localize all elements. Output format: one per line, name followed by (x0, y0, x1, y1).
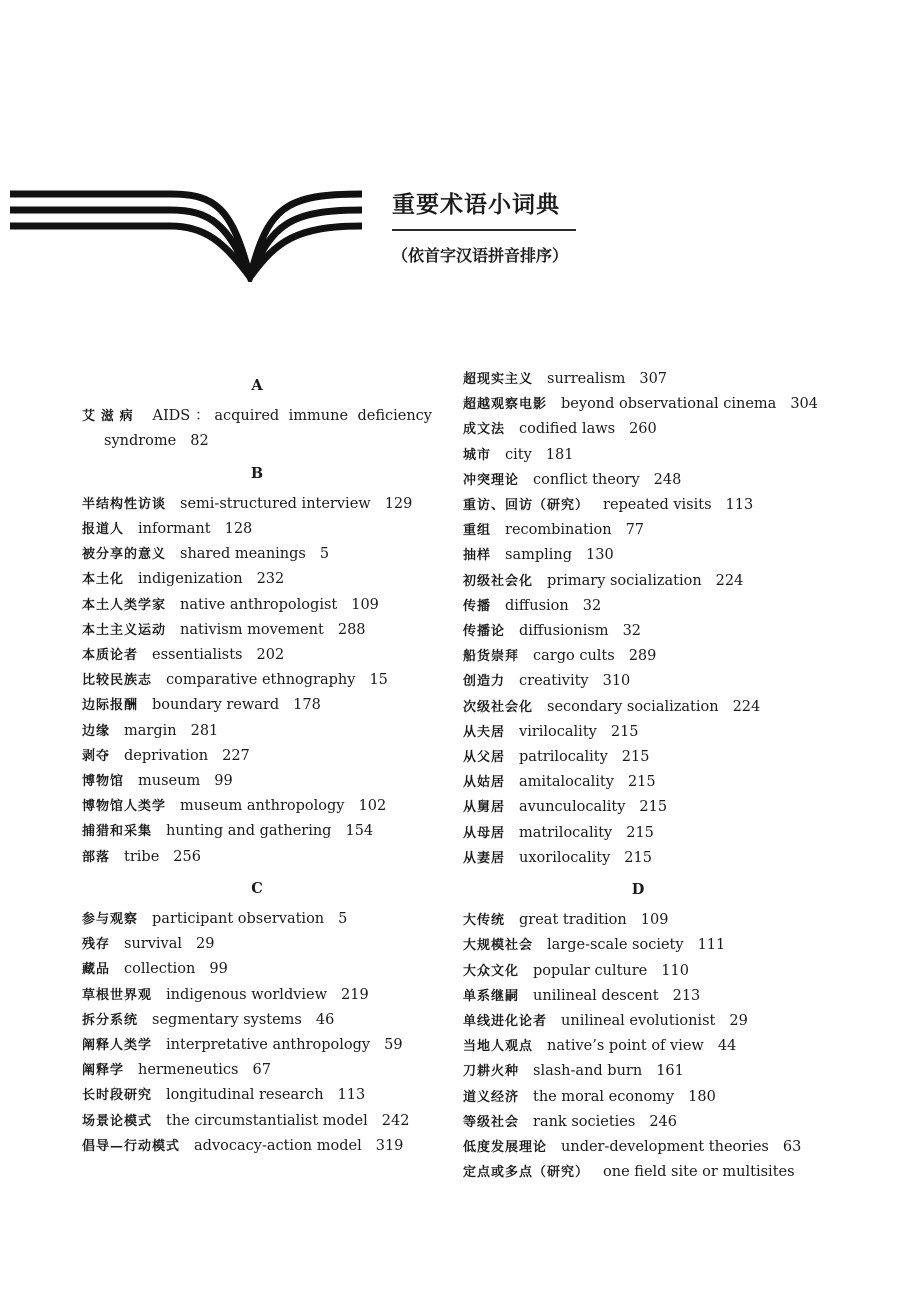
glossary-entry (463, 1110, 813, 1135)
term-english: informant (138, 521, 211, 538)
page-number: 181 (545, 446, 574, 463)
term-chinese: 捕猎和采集 (82, 824, 153, 840)
term-chinese: 部落 (82, 849, 111, 865)
term-chinese: 藏品 (82, 962, 111, 978)
glossary-entry (463, 392, 819, 417)
page-title: 重要术语小词典 (392, 191, 560, 218)
page-number: 256 (173, 848, 201, 865)
term-chinese: 单系继嗣 (463, 988, 520, 1004)
term-english: advocacy-action model (194, 1137, 362, 1154)
page-number: 180 (688, 1088, 716, 1105)
term-english: secondary socialization (547, 698, 719, 715)
term-chinese: 单线进化论者 (463, 1014, 548, 1030)
term-english: native anthropologist (180, 596, 338, 613)
page-number: 102 (358, 798, 387, 815)
page-number: 82 (190, 433, 209, 450)
page-number: 113 (725, 497, 754, 514)
page-number: 99 (214, 773, 233, 790)
page-number: 111 (697, 937, 726, 954)
term-chinese: 艾滋病 (82, 409, 139, 425)
term-chinese: 博物馆 (82, 774, 125, 790)
term-english: essentialists (152, 647, 243, 664)
term-english: semi-structured interview (180, 495, 371, 512)
term-chinese: 抽样 (463, 548, 492, 564)
glossary-entry (82, 769, 432, 794)
page-number: 32 (582, 597, 602, 614)
page-number: 248 (653, 471, 682, 488)
page-number: 5 (319, 546, 330, 563)
glossary-entry (82, 593, 432, 618)
term-english: recombination (505, 522, 612, 539)
term-english: museum (138, 773, 201, 790)
term-english: nativism movement (180, 621, 324, 638)
glossary-entry (82, 819, 432, 844)
term-english: repeated visits (603, 497, 712, 514)
term-chinese: 本土主义运动 (82, 622, 167, 638)
glossary-entry (82, 1008, 432, 1033)
section-letter: A (251, 377, 263, 394)
term-chinese: 长时段研究 (82, 1088, 153, 1104)
page-number: 46 (315, 1011, 335, 1028)
term-chinese: 报道人 (82, 522, 125, 538)
term-chinese: 边际报酬 (82, 698, 139, 714)
term-english: margin (124, 722, 177, 739)
term-english: city (505, 446, 532, 463)
glossary-entry (82, 693, 432, 718)
term-chinese: 场景论模式 (82, 1113, 153, 1129)
term-english: matrilocality (519, 824, 613, 841)
page-number: 63 (782, 1139, 802, 1156)
term-english: patrilocality (519, 749, 608, 766)
term-chinese: 从妻居 (463, 850, 506, 866)
page-number: 260 (629, 421, 657, 438)
glossary-entry (463, 795, 813, 820)
page-number: 246 (649, 1113, 678, 1130)
term-chinese: 等级社会 (463, 1114, 520, 1130)
glossary-entry (82, 492, 432, 517)
section-letter: C (251, 879, 263, 897)
term-chinese: 阐释学 (82, 1063, 125, 1079)
glossary-entry (463, 720, 813, 745)
glossary-entry (463, 543, 813, 568)
title-underline (392, 229, 576, 231)
term-english: surrealism (547, 371, 626, 387)
glossary-entry (82, 744, 432, 769)
term-english: museum anthropology (180, 798, 345, 815)
glossary-entry (463, 908, 813, 933)
term-chinese: 本土化 (82, 572, 125, 588)
term-chinese: 成文法 (463, 422, 506, 438)
term-english: collection (124, 961, 196, 978)
page-number: 215 (621, 749, 650, 766)
glossary-entry (463, 594, 813, 619)
glossary-entry (82, 1134, 432, 1159)
page-number: 281 (190, 722, 219, 739)
glossary-column-right (463, 367, 819, 1186)
term-english: comparative ethnography (166, 672, 356, 689)
page-number: 307 (639, 371, 668, 387)
term-english: deprivation (124, 747, 209, 764)
term-chinese: 从夫居 (463, 724, 506, 740)
term-chinese: 大众文化 (463, 963, 520, 979)
term-chinese: 从父居 (463, 750, 506, 766)
term-english: interpretative anthropology (166, 1037, 371, 1054)
glossary-entry (463, 1085, 813, 1110)
page-number: 130 (586, 547, 614, 564)
term-chinese: 定点或多点（研究） (463, 1165, 590, 1181)
page-number: 202 (256, 647, 285, 664)
glossary-entry (463, 619, 813, 644)
term-english: AIDS：acquired immune deficiency syndrome (104, 408, 432, 450)
term-chinese: 参与观察 (82, 912, 139, 928)
term-chinese: 倡导—行动模式 (82, 1138, 181, 1154)
term-english: diffusionism (519, 623, 609, 640)
term-english: unilineal evolutionist (561, 1013, 716, 1030)
term-chinese: 大规模社会 (463, 938, 534, 954)
term-english: cargo cults (533, 648, 615, 665)
term-english: tribe (124, 848, 160, 865)
term-chinese: 博物馆人类学 (82, 799, 167, 815)
glossary-entry (463, 984, 813, 1009)
glossary-entry (463, 644, 813, 669)
term-chinese: 刀耕火种 (463, 1064, 520, 1080)
term-english: virilocality (519, 723, 597, 740)
term-chinese: 本质论者 (82, 648, 139, 664)
glossary-entry (82, 1083, 432, 1108)
page-number: 289 (628, 648, 657, 665)
term-chinese: 道义经济 (463, 1089, 520, 1105)
page-number: 224 (715, 572, 744, 589)
book-logo-icon (10, 182, 370, 282)
term-english: creativity (519, 673, 589, 690)
page-number: 110 (661, 962, 689, 979)
page-number: 29 (196, 936, 215, 953)
page-number: 288 (337, 621, 366, 638)
term-chinese: 超越观察电影 (463, 397, 548, 413)
page-number: 213 (672, 987, 701, 1004)
glossary-entry (463, 846, 813, 871)
term-english: shared meanings (180, 546, 306, 563)
term-english: hunting and gathering (166, 823, 332, 840)
section-letter: D (631, 881, 645, 899)
term-english: the circumstantialist model (166, 1112, 368, 1129)
page-number: 15 (369, 672, 388, 689)
term-english: boundary reward (152, 697, 280, 714)
page-number: 215 (639, 799, 668, 816)
term-english: one field site or multisites (603, 1164, 795, 1181)
page-number: 304 (790, 396, 819, 413)
glossary-entry (463, 1135, 813, 1160)
term-english: rank societies (533, 1113, 636, 1130)
page-number: 215 (626, 824, 654, 841)
term-english: beyond observational cinema (561, 396, 777, 413)
page-number: 59 (384, 1037, 403, 1054)
page-number: 77 (625, 522, 645, 539)
page-number: 29 (729, 1013, 748, 1030)
section-letter: B (250, 464, 264, 482)
term-english: amitalocality (519, 774, 614, 791)
glossary-entry (463, 695, 813, 720)
glossary-entry (463, 367, 813, 392)
term-english: large-scale society (547, 937, 684, 954)
glossary-entry (82, 1058, 432, 1083)
glossary-entry (463, 518, 813, 543)
page-number: 32 (622, 623, 642, 640)
term-chinese: 本土人类学家 (82, 597, 167, 613)
glossary-entry (463, 821, 813, 846)
glossary-entry (82, 932, 432, 957)
term-english: the moral economy (533, 1088, 675, 1105)
glossary-entry (82, 794, 432, 819)
glossary-entry (463, 1160, 813, 1185)
page-number: 310 (602, 673, 631, 690)
glossary-entry (463, 1059, 813, 1084)
term-chinese: 重访、回访（研究） (463, 498, 590, 514)
term-chinese: 草根世界观 (82, 987, 153, 1003)
term-english: hermeneutics (138, 1062, 239, 1079)
term-english: segmentary systems (152, 1011, 302, 1028)
page-number: 109 (640, 912, 669, 929)
glossary-entry (463, 770, 813, 795)
term-chinese: 从母居 (463, 825, 506, 841)
term-english: great tradition (519, 912, 627, 929)
glossary-entry (463, 443, 813, 468)
term-chinese: 超现实主义 (463, 372, 534, 387)
page-number: 99 (209, 961, 228, 978)
glossary-entry (463, 669, 813, 694)
term-english: codified laws (519, 421, 616, 438)
term-english: diffusion (505, 597, 569, 614)
term-chinese: 初级社会化 (463, 573, 534, 589)
glossary-entry (463, 569, 813, 594)
term-english: under-development theories (561, 1139, 769, 1156)
glossary-entry (82, 983, 432, 1008)
page-number: 227 (222, 747, 250, 764)
page-number: 67 (252, 1062, 271, 1079)
page-number: 178 (293, 697, 321, 714)
glossary-entry (82, 542, 432, 567)
glossary-entry (82, 907, 432, 932)
term-chinese: 剥夺 (82, 748, 111, 764)
term-chinese: 重组 (463, 523, 492, 539)
term-chinese: 从姑居 (463, 775, 506, 791)
glossary-entry (82, 1109, 432, 1134)
glossary-entry (463, 468, 813, 493)
term-english: participant observation (152, 911, 325, 928)
page-number: 129 (384, 495, 413, 512)
glossary-entry (82, 719, 432, 744)
term-chinese: 阐释人类学 (82, 1038, 153, 1054)
glossary-entry (82, 643, 432, 668)
term-english: unilineal descent (533, 987, 659, 1004)
term-chinese: 冲突理论 (463, 472, 520, 488)
term-chinese: 边缘 (82, 723, 111, 739)
term-chinese: 次级社会化 (463, 699, 534, 715)
term-english: sampling (505, 547, 573, 564)
term-chinese: 当地人观点 (463, 1039, 534, 1055)
page-number: 128 (224, 521, 253, 538)
glossary-entry (82, 1033, 432, 1058)
page-number: 319 (375, 1137, 404, 1154)
term-chinese: 拆分系统 (82, 1012, 139, 1028)
term-chinese: 创造力 (463, 674, 506, 690)
glossary-entry (82, 618, 432, 643)
glossary-entry (463, 1034, 813, 1059)
page-number: 215 (624, 849, 652, 866)
term-chinese: 从舅居 (463, 800, 506, 816)
term-chinese: 城市 (463, 447, 492, 463)
page-number: 219 (341, 986, 369, 1003)
term-chinese: 半结构性访谈 (82, 496, 167, 512)
term-english: conflict theory (533, 471, 640, 488)
term-chinese: 传播 (463, 598, 492, 614)
glossary-entry (463, 933, 813, 958)
term-english: native’s point of view (547, 1038, 704, 1055)
term-chinese: 残存 (82, 937, 111, 953)
glossary-entry (463, 1009, 813, 1034)
glossary-entry (463, 959, 813, 984)
page-number: 109 (351, 596, 379, 613)
term-chinese: 大传统 (463, 913, 506, 929)
term-english: slash-and burn (533, 1063, 643, 1080)
page-number: 161 (656, 1063, 684, 1080)
page-number: 232 (256, 571, 285, 588)
term-english: popular culture (533, 962, 648, 979)
glossary-column-left (82, 367, 432, 1159)
page-number: 224 (732, 698, 761, 715)
glossary-entry (463, 493, 813, 518)
term-chinese: 低度发展理论 (463, 1140, 548, 1156)
page-number: 215 (627, 774, 656, 791)
page-number: 242 (381, 1112, 410, 1129)
term-chinese: 船货崇拜 (463, 649, 520, 665)
glossary-entry (463, 417, 813, 442)
glossary-entry (82, 404, 432, 454)
term-chinese: 比较民族志 (82, 673, 153, 689)
term-english: survival (124, 936, 183, 953)
glossary-entry (82, 567, 432, 592)
term-english: primary socialization (547, 572, 702, 589)
glossary-entry (82, 517, 432, 542)
page-number: 113 (337, 1087, 366, 1104)
page-number: 44 (717, 1038, 737, 1055)
glossary-entry (82, 957, 432, 982)
page-number: 154 (345, 823, 374, 840)
term-english: longitudinal research (166, 1087, 324, 1104)
term-english: indigenous worldview (166, 986, 328, 1003)
glossary-entry (82, 668, 432, 693)
term-english: uxorilocality (519, 849, 611, 866)
page-number: 215 (610, 723, 639, 740)
term-chinese: 传播论 (463, 624, 506, 640)
term-chinese: 被分享的意义 (82, 547, 167, 563)
page-number: 5 (338, 911, 348, 928)
term-english: avunculocality (519, 799, 626, 816)
glossary-entry (463, 745, 813, 770)
term-english: indigenization (138, 571, 243, 588)
glossary-entry (82, 845, 432, 870)
page-subtitle: （依首字汉语拼音排序） (392, 246, 569, 265)
